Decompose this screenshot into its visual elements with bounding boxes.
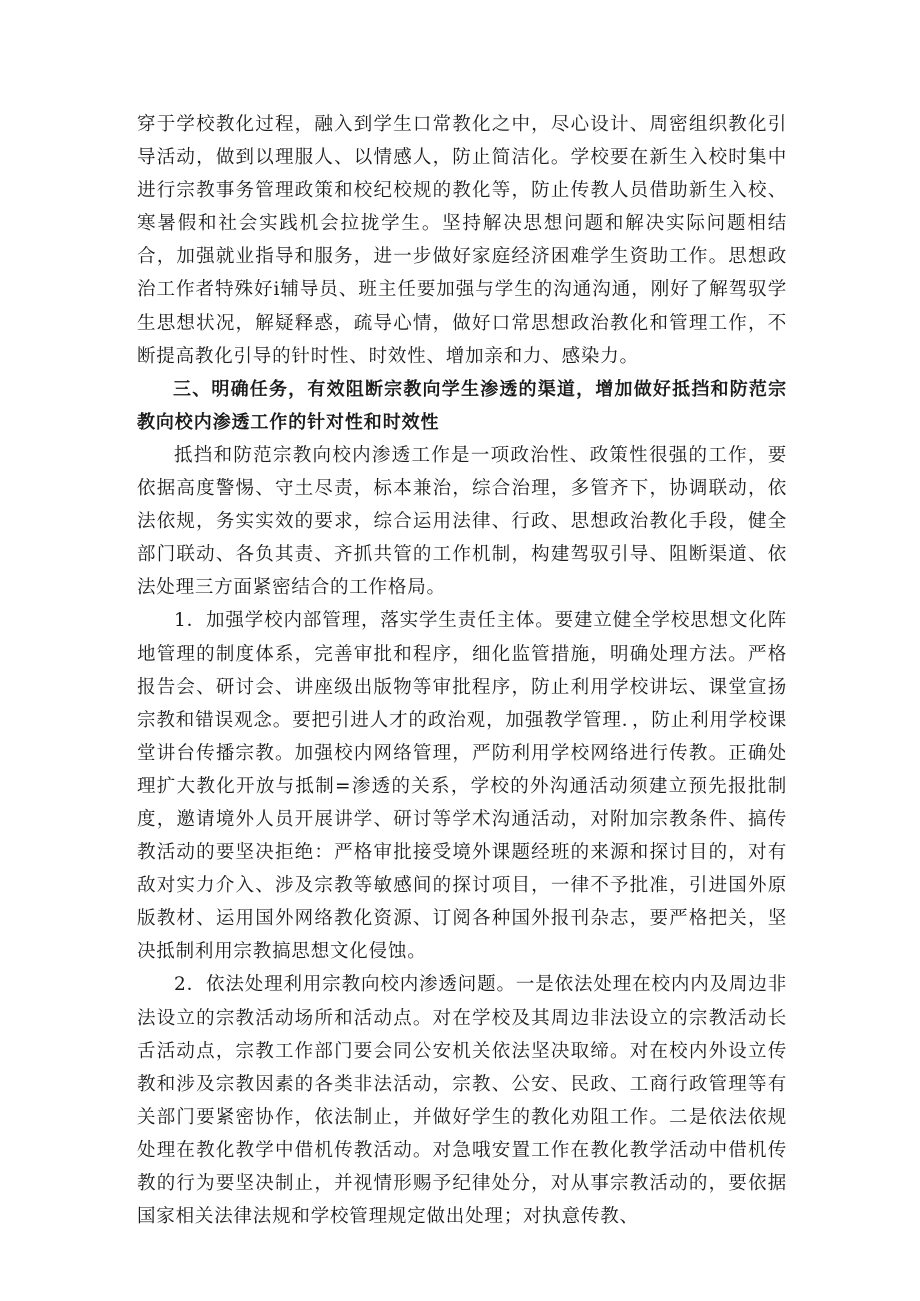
- paragraph-continuation: 穿于学校教化过程，融入到学生口常教化之中，尽心设计、周密组织教化引导活动，做到以理服人、以情感人，防止简洁化。学校要在新生入校时集中进行宗教事务管理政策和校纪校规的教化等，防止传教人员借助新生入校、寒暑假和社会实践机会拉拢学生。坚持解决思想问题和解决实际问题相结合，加强就业指导和服务，进一步做好家庭经济困难学生资助工作。思想政治工作者特殊好i辅导员、班主任要加强与学生的沟通沟通，刚好了解驾驭学生思想状况，解疑释惑，疏导心情，做好口常思想政治教化和管理工作，不断提高教化引导的针时性、时效性、增加亲和力、感染力。: [137, 114, 787, 367]
- paragraph-item-1: 1．加强学校内部管理，落实学生责任主体。要建立健全学校思想文化阵地管理的制度体系，完善审批和程序，细化监管措施，明确处理方法。严格报告会、研讨会、讲座级出版物等审批程序，防止利用学校讲坛、课堂宣扬宗教和错误观念。要把引进人才的政治观，加强教学管理．，防止利用学校课堂讲台传播宗教。加强校内网络管理，严防利用学校网络进行传教。正确处理扩大教化开放与抵制=渗透的关系，学校的外沟通活动须建立预先报批制度，邀请境外人员开展讲学、研讨等学术沟通活动，对附加宗教条件、搞传教活动的要坚决拒绝：严格审批接受境外课题经班的来源和探讨目的，对有敌对实力介入、涉及宗教等敏感间的探讨项目，一律不予批准，引进国外原版教材、运用国外网络教化资源、订阅各种国外报刊杂志，要严格把关，坚决抵制利用宗教搞思想文化侵蚀。: [137, 610, 787, 963]
- document-body: [137, 108, 787, 1233]
- paragraph-overview: 抵挡和防范宗教向校内渗透工作是一项政治性、政策性很强的工作，要依据高度警惕、守土尽责，标本兼治，综合治理，多管齐下，协调联动，依法依规，务实实效的要求，综合运用法律、行政、思想政治教化手段，健全部门联动、各负其责、齐抓共管的工作机制，构建驾驭引导、阻断渠道、依法处理三方面紧密结合的工作格局。: [137, 444, 787, 599]
- section-heading-3: 三、明确任务，有效阻断宗教向学生渗透的渠道，增加做好抵挡和防范宗教向校内渗透工作的针对性和时效性: [137, 378, 787, 433]
- paragraph-item-2: 2．依法处理利用宗教向校内渗透问题。一是依法处理在校内内及周边非法设立的宗教活动场所和活动点。对在学校及其周边非法设立的宗教活动长舌活动点，宗教工作部门要会同公安机关依法坚决取缔。对在校内外设立传教和涉及宗教因素的各类非法活动，宗教、公安、民政、工商行政管理等有关部门要紧密协作，依法制止，并做好学生的教化劝阻工作。二是依法依规处理在教化教学中借机传教活动。对急哦安置工作在教化教学活动中借机传教的行为要坚决制止，并视情形赐予纪律处分，对从事宗教活动的，要依据国家相关法律法规和学校管理规定做出处理；对执意传教、: [137, 974, 787, 1228]
